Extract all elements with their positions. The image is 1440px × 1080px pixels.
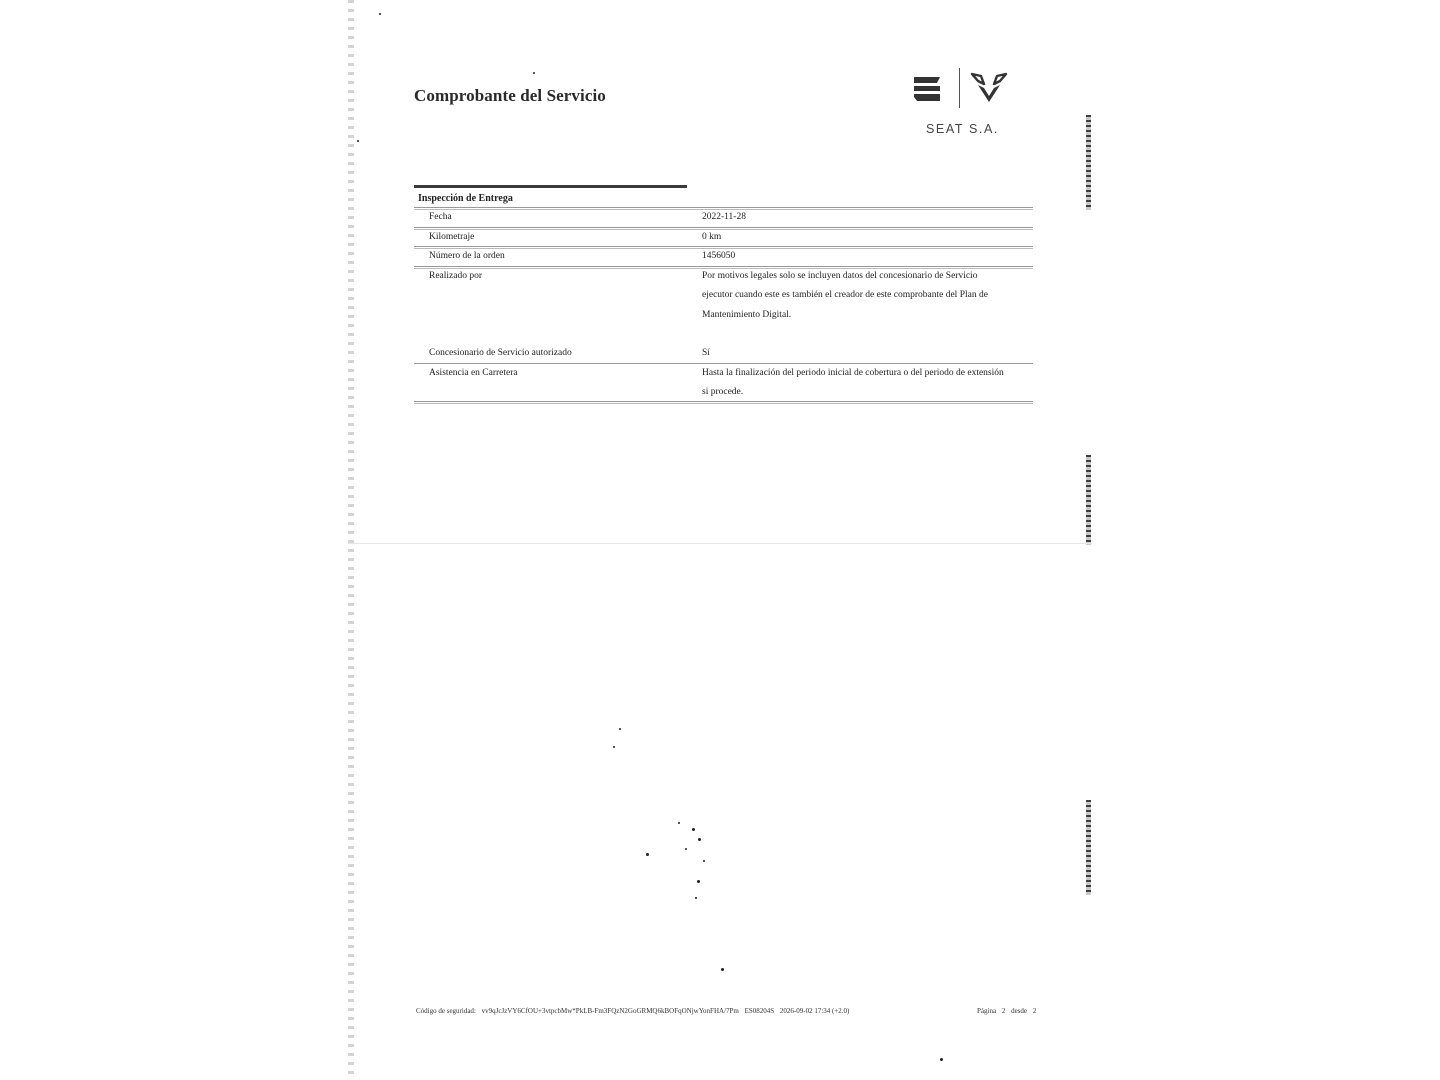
row-label-asistencia: Asistencia en Carretera [429,368,518,378]
brand-logos [908,66,1018,142]
row-value-asistencia-line: si procede. [702,387,744,397]
brand-name: SEAT S.A. [926,122,999,136]
row-value-numero-orden: 1456050 [702,251,736,261]
scan-speck [357,140,359,142]
row-label-fecha: Fecha [429,212,452,222]
scan-speck [619,728,621,730]
print-datetime: 2026-09-02 17:34 (+2.0) [779,1007,850,1015]
scan-speck [646,853,649,856]
row-value-concesionario: Sí [702,348,710,358]
row-label-kilometraje: Kilometraje [429,232,475,242]
scan-speck [703,860,705,862]
row-value-realizado-por-line: ejecutor cuando este es también el creador de este comprobante del Plan de [702,290,988,300]
row-label-numero-orden: Número de la orden [429,251,505,261]
scan-edge-right-mark [1086,115,1091,210]
row-value-kilometraje: 0 km [702,232,722,242]
scan-edge-right-mark [1086,455,1091,545]
scan-speck [692,828,695,831]
footer-pagination [977,1007,1036,1015]
document-title: Comprobante del Servicio [414,86,606,105]
scan-speck [698,838,701,841]
section-heading-bar [414,185,687,188]
scan-speck [721,968,724,971]
seat-logo-icon [911,75,943,103]
scan-speck [940,1058,943,1061]
scan-speck [379,13,381,15]
page-current: 2 [1001,1007,1006,1015]
document-page [348,0,1092,1080]
security-code: vv9qJcJzVY6CfOU+3vtpcbMw*PkLB-Fm3FQzN2GoGRMQ6kBOFqONjwYonFHA/7Pm [481,1007,739,1015]
row-label-concesionario: Concesionario de Servicio autorizado [429,348,572,358]
scan-speck [695,897,697,899]
row-value-realizado-por-line: Por motivos legales solo se incluyen datos del concesionario de Servicio [702,271,978,281]
page-label: Página [977,1007,997,1015]
cupra-logo-icon [970,72,1008,104]
row-value-fecha: 2022-11-28 [702,212,746,222]
dealer-code: ES08204S [744,1007,775,1015]
security-code-label: Código de seguridad: [416,1007,476,1015]
section-title: Inspección de Entrega [418,193,513,204]
row-label-realizado-por: Realizado por [429,271,483,281]
row-value-asistencia-line: Hasta la finalización del periodo inicial de cobertura o del periodo de extensión [702,368,1004,378]
scan-speck [678,822,680,824]
scan-speck [697,880,700,883]
scan-speck [613,746,615,748]
row-value-realizado-por-line: Mantenimiento Digital. [702,310,792,320]
footer-security [416,1007,849,1015]
scan-speck [533,72,535,74]
page-total: 2 [1032,1007,1037,1015]
brand-divider [959,68,960,108]
scan-edge-left [348,0,354,1080]
page-fold-line [348,543,1092,544]
scan-speck [685,848,687,850]
page-of-label: desde [1011,1007,1028,1015]
scan-edge-right-mark [1086,800,1091,895]
